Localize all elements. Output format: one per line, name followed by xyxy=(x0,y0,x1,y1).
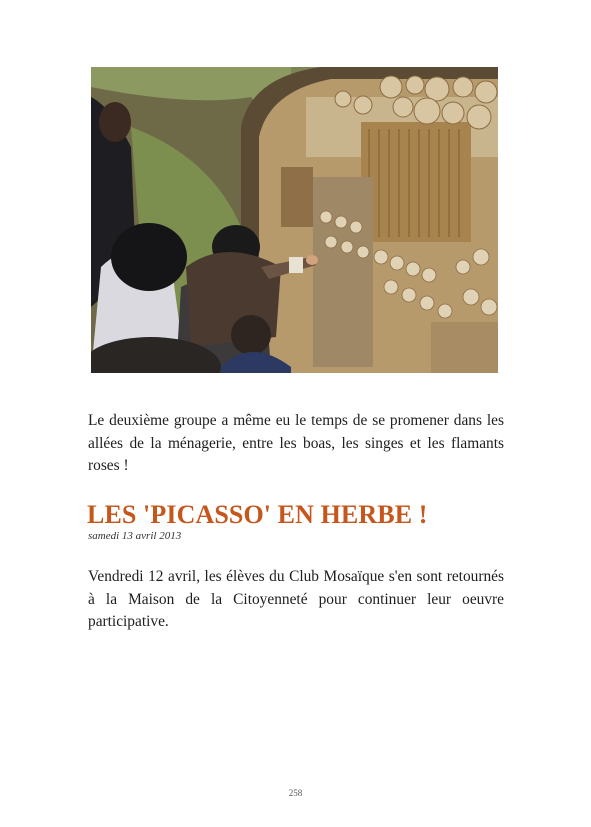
article-date: samedi 13 avril 2013 xyxy=(88,530,182,542)
page-number: 258 xyxy=(288,788,303,798)
article-title: LES 'PICASSO' EN HERBE ! xyxy=(87,500,428,529)
photo-illustration xyxy=(91,67,498,373)
insect-hotel-photo xyxy=(91,67,498,373)
paragraph-menagerie: Le deuxième groupe a même eu le temps de se promener dans les allées de la ménagerie, entre les boas, les singes et les flamants roses ! xyxy=(88,412,504,474)
article-body: Vendredi 12 avril, les élèves du Club Mosaïque s'en sont retournés à la Maison de la Citoyenneté pour continuer leur oeuvre participative. xyxy=(88,568,504,630)
